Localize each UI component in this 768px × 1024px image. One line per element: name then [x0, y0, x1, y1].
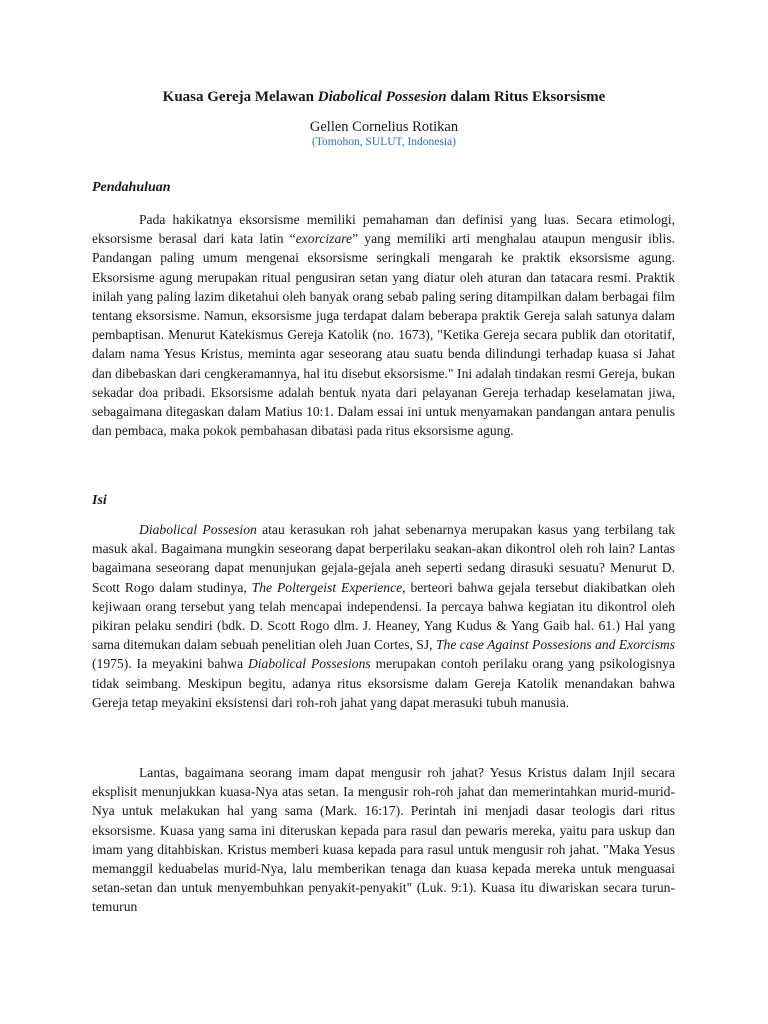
document-title: Kuasa Gereja Melawan Diabolical Possesion dalam Ritus Eksorsisme: [162, 89, 606, 105]
paragraph-intro: Pada hakikatnya eksorsisme memiliki pemahaman dan definisi yang luas. Secara etimologi, eksorsisme berasal dari kata latin “exorcizare” yang memiliki arti menghalau ataupun mengusir iblis. Pandangan paling umum mengenai eksorsisme seringkali mengarah ke praktik eksorsisme agung. Eksorsisme agung merupakan ritual pengusiran setan yang diatur oleh aturan dan tatacara resmi. Praktik inilah yang paling lazim diketahui oleh banyak orang sebab paling sering ditampilkan dalam berbagai film tentang eksorsisme. Namun, eksorsisme juga terdapat dalam beberapa praktik Gereja salah satunya dalam pembaptisan. Menurut Katekismus Gereja Katolik (no. 1673), "Ketika Gereja secara publik dan otoritatif, dalam nama Yesus Kristus, meminta agar seseorang atau suatu benda dilindungi terhadap kuasa si Jahat dan dibebaskan dari cengkeramannya, hal itu disebut eksorsisme." Ini adalah tindakan resmi Gereja, bukan sekadar doa pribadi. Eksorsisme adalah bentuk nyata dari pelayanan Gereja terhadap keselamatan jiwa, sebagaimana ditegaskan dalam Matius 10:1. Dalam essai ini untuk menyamakan pandangan antara penulis dan pembaca, maka pokok pembahasan dibatasi pada ritus eksorsisme agung.: [92, 212, 675, 439]
heading-isi: Isi: [92, 493, 107, 508]
heading-pendahuluan: Pendahuluan: [92, 180, 171, 195]
paragraph-isi-1: Diabolical Possesion atau kerasukan roh jahat sebenarnya merupakan kasus yang terbilang tak masuk akal. Bagaimana mungkin seseorang dapat berperilaku seakan-akan dikontrol oleh roh lain? Lantas bagaimana seseorang dapat menunjukan gejala-gejala aneh seperti sedang dirasuki sesuatu? Menurut D. Scott Rogo dalam studinya, The Poltergeist Experience, berteori bahwa gejala tersebut diakibatkan oleh kejiwaan orang tersebut yang telah mencapai independensi. Ia percaya bahwa kegiatan itu dikontrol oleh pikiran pelaku sendiri (bdk. D. Scott Rogo dlm. J. Heaney, Yang Kudus & Yang Gaib hal. 61.) Hal yang sama ditemukan dalam sebuah penelitian oleh Juan Cortes, SJ, The case Against Possesions and Exorcisms (1975). Ia meyakini bahwa Diabolical Possesions merupakan contoh perilaku orang yang psikologisnya tidak seimbang. Meskipun begitu, adanya ritus eksorsisme dalam Gereja Katolik menandakan bahwa Gereja tetap meyakini eksistensi dari roh-roh jahat yang dapat merasuki tubuh manusia.: [92, 522, 676, 710]
paragraph-isi-2: Lantas, bagaimana seorang imam dapat mengusir roh jahat? Yesus Kristus dalam Injil secara eksplisit menunjukkan kuasa-Nya atas setan. Ia mengusir roh-roh jahat dan memerintahkan murid-murid-Nya untuk melakukan hal yang sama (Mark. 16:17). Perintah ini menjadi dasar teologis dari ritus eksorsisme. Kuasa yang sama ini diteruskan kepada para rasul dan pewaris mereka, yaitu para uskup dan imam yang ditahbiskan. Kristus memberi kuasa kepada para rasul untuk mengusir roh jahat. "Maka Yesus memanggil keduabelas murid-Nya, lalu memberikan tenaga dan kuasa kepada mereka untuk menguasai setan-setan dan untuk menyembuhkan penyakit-penyakit" (Luk. 9:1). Kuasa itu diwariskan secara turun-temurun: [92, 765, 675, 915]
author-name: Gellen Cornelius Rotikan: [309, 119, 459, 135]
author-affiliation: (Tomohon, SULUT, Indonesia): [312, 136, 456, 148]
